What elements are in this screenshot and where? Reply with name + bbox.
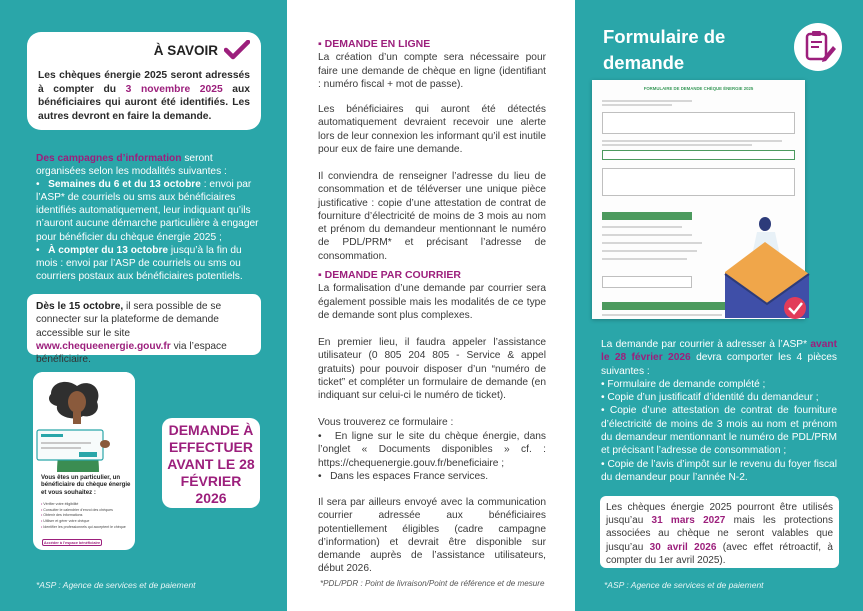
mail-request-title: ▪ DEMANDE PAR COURRIER	[318, 269, 461, 281]
deadline-badge: DEMANDE À EFFECTUER AVANT LE 28 FÉVRIER 2026	[162, 418, 260, 508]
online-request-p1: La création d’un compte sera nécessaire pour faire une demande de chèque en ligne (identifiant : numéro fiscal + mot de passe).	[318, 52, 546, 90]
requirement-item: • Copie de l’avis d’impôt sur le revenu du foyer fiscal du demandeur pour l’année N-2.	[601, 458, 837, 485]
site-link[interactable]: www.chequeenergie.gouv.fr	[36, 340, 171, 352]
requirements-list	[601, 378, 837, 484]
mail-request-bullets	[318, 430, 546, 483]
card-list-item: • Obtenir des informations	[41, 513, 133, 519]
checkmark-icon	[224, 40, 250, 60]
mail-request-p1: La formalisation d’une demande par courrier sera également possible mais les modalités de ce type de demande sont plus complexes.	[318, 283, 546, 321]
requirement-item: • Formulaire de demande complété ;	[601, 378, 837, 391]
a-savoir-date: 3 novembre 2025	[125, 83, 223, 95]
requirement-item: • Copie d’une attestation de contrat de fourniture d’électricité de moins de 3 mois au nom et prénom du demandeur mentionnant le numéro de PDL/PRM et précisant l’adresse de consommation ;	[601, 404, 837, 457]
middle-footnote: *PDL/PDR : Point de livraison/Point de référence et de mesure	[320, 579, 545, 588]
card-title: Vous êtes un particulier, un bénéficiaire du chèque énergie et vous souhaitez :	[41, 474, 131, 496]
campagnes-bullet-1: • Semaines du 6 et du 13 octobre : envoi par l’ASP* de courriels ou sms aux bénéficiaires identifiés automatiquement, leur indiquant qu’ils n’auront aucune démarche particulière à engager pour bénéficier du chèque énergie 2025 ;	[36, 179, 259, 243]
online-request-section	[318, 38, 546, 91]
campagnes-lead: Des campagnes d’information	[36, 153, 182, 164]
validity-box: Les chèques énergie 2025 pourront être utilisés jusqu’au 31 mars 2027 mais les protections associées au chèque ne seront valables que jusqu’au 30 avril 2026 (avec effet rétroactif, à compter du 1er avril 2025).	[600, 496, 839, 568]
mail-request-section	[318, 269, 546, 322]
mail-requirements-intro: La demande par courrier à adresser à l’ASP* avant le 28 février 2026 devra comporter les 4 pièces suivantes :	[601, 339, 837, 377]
a-savoir-box	[27, 32, 261, 130]
mail-bullet-1: • En ligne sur le site du chèque énergie, dans l’onglet « Documents disponibles » cf. : https://chequenergie.gouv.fr/beneficiaire ;	[318, 431, 546, 469]
form-section-title: Formulaire de demande	[603, 26, 726, 73]
mail-request-p3: Vous trouverez ce formulaire :	[318, 417, 454, 428]
online-request-p2: Les bénéficiaires qui auront été détectés automatiquement devraient recevoir une alerte lors de leur connexion les informant qu’il est inutile pour eux de faire une demande.	[318, 104, 546, 155]
mail-request-p4: Il sera par ailleurs envoyé avec la communication courrier adressée aux bénéficiaires potentiellement éligibles (cadre campagne d’information) et devrait être disponible sur demande auprès de l’assistance utilisateurs, début 2026.	[318, 497, 546, 575]
campagnes-text: Des campagnes d’information seront organisées selon les modalités suivantes : • Semaines du 6 et du 13 octobre : envoi par l’ASP* de courriels ou sms aux bénéficiaires identifiés automatiquement, leur indiquant qu’ils n’auront aucune démarche particulière à engager pour bénéficier du chèque énergie 2025 ; • À compter du 13 octobre jusqu’à la fin du mois : envoi par l’ASP de courriels ou sms ou courriers postaux aux bénéficiaires potentiels.	[36, 152, 264, 283]
card-list-item: • Utiliser et gérer votre chèque	[41, 519, 133, 525]
form-edit-icon	[793, 22, 843, 72]
woman-with-cheque-illustration	[33, 372, 135, 472]
card-list-item: • Identifier les professionnels qui acceptent le chèque	[41, 525, 133, 531]
left-footnote: *ASP : Agence de services et de paiement	[36, 580, 196, 590]
platform-info-box: Dès le 15 octobre, il sera possible de se connecter sur la plateforme de demande accessible sur le site www.chequeenergie.gouv.fr via l’espace bénéficiaire.	[27, 294, 261, 355]
online-request-title: ▪ DEMANDE EN LIGNE	[318, 38, 431, 50]
mail-request-p2: En premier lieu, il faudra appeler l’assistance utilisateur (0 805 204 805 - Service & appel gratuits) pour pouvoir disposer d’un “numéro de ticket” et compléter un formulaire de demande (en indiquant sur celui-ci le numéro de ticket).	[318, 337, 546, 402]
a-savoir-header	[38, 40, 250, 60]
card-list-item: • Vérifier votre éligibilité	[41, 502, 133, 508]
envelope-illustration	[705, 212, 815, 324]
requirement-item: • Copie d’un justificatif d’identité du demandeur ;	[601, 391, 837, 404]
a-savoir-title: À SAVOIR	[153, 42, 218, 58]
mail-requirements	[601, 338, 837, 484]
beneficiary-card	[33, 372, 135, 550]
a-savoir-text: Les chèques énergie 2025 seront adressés à compter du 3 novembre 2025 aux bénéficiaires qui auront été identifiés. Les autres devront en faire la demande.	[38, 70, 250, 122]
access-beneficiary-space-button[interactable]: Accéder à l'espace bénéficiaire	[43, 541, 101, 545]
online-request-p3: Il conviendra de renseigner l’adresse du lieu de consommation et de téléverser une unique pièce justificative : copie d’une attestation de contrat de fourniture d’électricité de moins de 3 mois au nom et prénom du demandeur mentionnant le numéro de PDL/PRM* et précisant l’adresse de consommation.	[318, 171, 546, 262]
form-heading: FORMULAIRE DE DEMANDE CHÈQUE ÉNERGIE 2025	[643, 86, 754, 91]
campagnes-bullet-2: • À compter du 13 octobre jusqu’à la fin du mois : envoi par l’ASP de courriels ou sms ou courriers postaux aux bénéficiaires potentiels.	[36, 244, 243, 282]
card-list	[41, 502, 133, 531]
card-list-item: • Consulter le calendrier d'envoi des chèques	[41, 508, 133, 514]
mail-bullet-2: • Dans les espaces France services.	[318, 470, 489, 482]
right-footnote: *ASP : Agence de services et de paiement	[604, 580, 764, 590]
